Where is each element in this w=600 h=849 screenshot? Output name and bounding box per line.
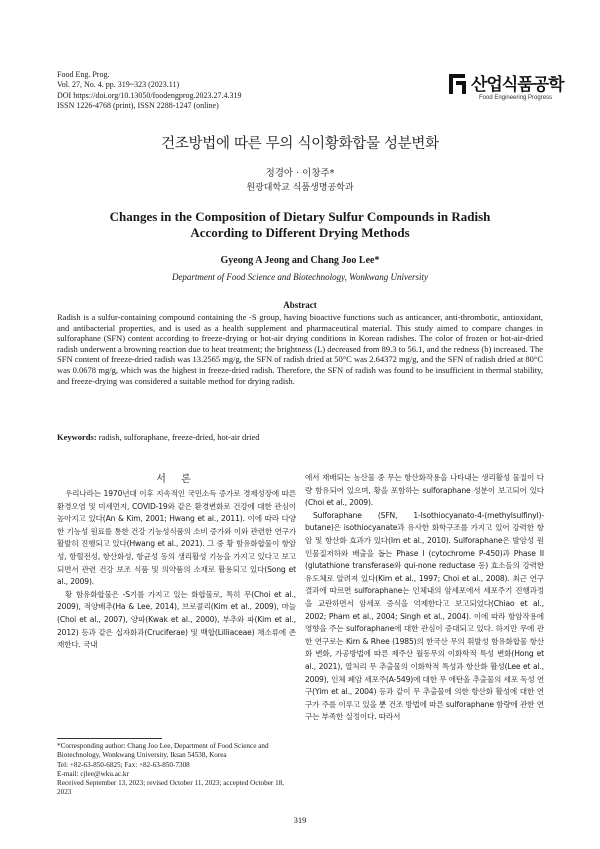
footnote-divider (57, 738, 162, 739)
title-korean: 건조방법에 따른 무의 식이황화합물 성분변화 (161, 136, 439, 152)
paragraph: 황 함유화합물은 -S기를 가지고 있는 화합물로, 특히 무(Choi et al., 2009), 적양배추(Ha & Lee, 2014), 브로콜리(Kim et al., 2009), 마늘(Choi et al., 2007), 양파(Kwak et al., 2000), 부추와 파(Kim et al., 2012) 등과 같은 십자화과(Cruciferae) 및 백합(Lilliaceae) 채소류에 존재한다. 국내 (57, 589, 296, 650)
journal-doi[interactable]: DOI https://doi.org/10.13050/foodengprog.2023.27.4.319 (57, 90, 242, 100)
page-number: 319 (293, 815, 307, 825)
logo-english-text: Food Engineering Progress (479, 95, 553, 101)
paragraph: 에서 재배되는 농산물 중 무는 항산화작용을 나타내는 생리활성 물질이 다량 함유되어 있으며, 황을 포함하는 sulforaphane 성분이 보고되어 있다(Choi et al., 2009). (305, 473, 544, 508)
title-english-line2: According to Different Drying Methods (190, 224, 410, 240)
left-column (57, 488, 296, 652)
journal-logo (447, 70, 564, 106)
title-english (0, 209, 600, 240)
journal-meta (57, 70, 242, 112)
journal-logo-icon (447, 72, 469, 96)
title-english-line1: Changes in the Composition of Dietary Sulfur Compounds in Radish (109, 209, 491, 224)
authors-english: Gyeong A Jeong and Chang Joo Lee* (220, 255, 380, 266)
affiliation-korean: 원광대학교 식품생명공학과 (246, 183, 354, 193)
journal-name: Food Eng. Prog. (57, 70, 110, 79)
footnote (57, 742, 296, 798)
keywords-label: Keywords: (57, 432, 97, 442)
paragraph: 우리나라는 1970년대 이후 지속적인 국민소득 증가로 경제성장에 따른 환경오염 및 미세먼지, COVID-19와 같은 환경변화로 건강에 대한 관심이 높아지고 있다(An & Kim, 2001; Hwang et al., 2011). 이에 따라 다양한 기능성 원료를 통한 건강 기능성식품의 소비 증가와 이와 관련한 연구가 활발히 진행되고 있다(Hwang et al., 2021). 그 중 황 함유화합물이 항암성, 항혈전성, 항산화성, 항균성 등의 생리활성 기능을 가지고 있다고 보고되면서 관련 건강 보조 식품 및 의약품의 소재로 활용되고 있다(Song et al., 2009). (57, 489, 296, 587)
journal-issn: ISSN 1226-4768 (print), ISSN 2288-1247 (online) (57, 101, 219, 111)
footnote-tel: Tel: +82-63-850-6825; Fax: +82-63-850-7308 (57, 760, 190, 769)
footnote-email[interactable]: E-mail: cjlee@wku.ac.kr (57, 769, 129, 778)
footnote-received: Received September 13, 2023; revised October 11, 2023; accepted October 18, 2023 (57, 779, 285, 797)
abstract-heading: Abstract (283, 300, 317, 310)
journal-volume: Vol. 27, No. 4. pp. 319~323 (2023.11) (57, 80, 180, 90)
keywords (57, 432, 543, 442)
section-heading-introduction: 서 론 (156, 474, 197, 485)
abstract-text: Radish is a sulfur-containing compound containing the -S group, having bioactive functions such as anticancer, anti-thrombotic, antioxidant, and antibacterial properties, and is used as a health supplement and pharmaceutical material. This study aimed to compare changes in sulforaphane (SFN) content according to freeze-drying or hot-air drying conditions in Korean radishes. The color of frozen or hot-air-dried radish underwent a browning reaction due to heat treatment; the brightness (L) decreased from 89.3 to 56.1, and the redness (b) increased. The SFN content of freeze-dried radish was 13.2565 mg/g, the SFN of radish dried at 50°C was 2.64372 mg/g, and the SFN of radish dried at 80°C was 0.0678 mg/g, which was the highest in freeze-dried radish. Therefore, the SFN of radish was found to be insufficient in thermal stability, and freeze-drying was considered a suitable method for drying radish. (57, 312, 543, 386)
keywords-text: radish, sulforaphane, freeze-dried, hot-air dried (98, 432, 260, 442)
right-column (305, 472, 544, 724)
logo-korean-text: 산업식품공학 (471, 75, 564, 95)
paragraph: Sulforaphane (SFN, 1-Isothiocyanato-4-(methylsulfinyl)-butane)은 isothiocyanate과 유사한 화학구조를 가지고 있어 강력한 항암 및 항산화 효과가 있다(Im et al., 2010). Sulforaphane은 발암성 원인물질저하와 배출을 돕는 Phase I (cytochrome P-450)과 Phase II (glutathione transferase와 qui-none reductase 등) 효소들의 강력한 유도체로 알려져 있다(Kim et al., 1997; Choi et al., 2008). 최근 연구결과에 따르면 sulforaphane는 인체내의 암세포에서 세포주기 진행과정을 교란하면서 암세포 증식을 억제한다고 보고되었다(Chiao et al., 2002; Pham et al., 2004; Singh et al., 2004). 이에 따라 항암작용에 영향을 주는 sulforaphane에 대한 관심이 증대되고 있다. 하지만 무에 관한 연구로는 Kim & Rhee (1985)의 한국산 무의 휘발성 함유화합물 항산화 변화, 가공방법에 따른 제주산 월동무의 이화학적 특성 변화(Hong et al., 2021), 열처리 무 추출물의 이화학적 특성과 항산화 활성(Lee et al., 2009), 인체 폐암 세포주(A-549)에 대한 무 에탄올 추출물의 세포 독성 연구(Yim et al., 2004) 등과 같이 무 추출물에 의한 항산화 활성에 대한 연구가 주를 이루고 있을 뿐 건조 방법에 따른 sulforaphane 함량에 관한 연구는 부족한 실정이다. 따라서 (305, 510, 544, 722)
affiliation-english: Department of Food Science and Biotechnology, Wonkwang University (171, 272, 429, 282)
footnote-corresponding: *Corresponding author: Chang Joo Lee, Department of Food Science and Biotechnology, Wonkwang University, Iksan 54538, Korea (57, 742, 269, 760)
authors-korean: 정경아 · 이창주* (265, 168, 335, 179)
